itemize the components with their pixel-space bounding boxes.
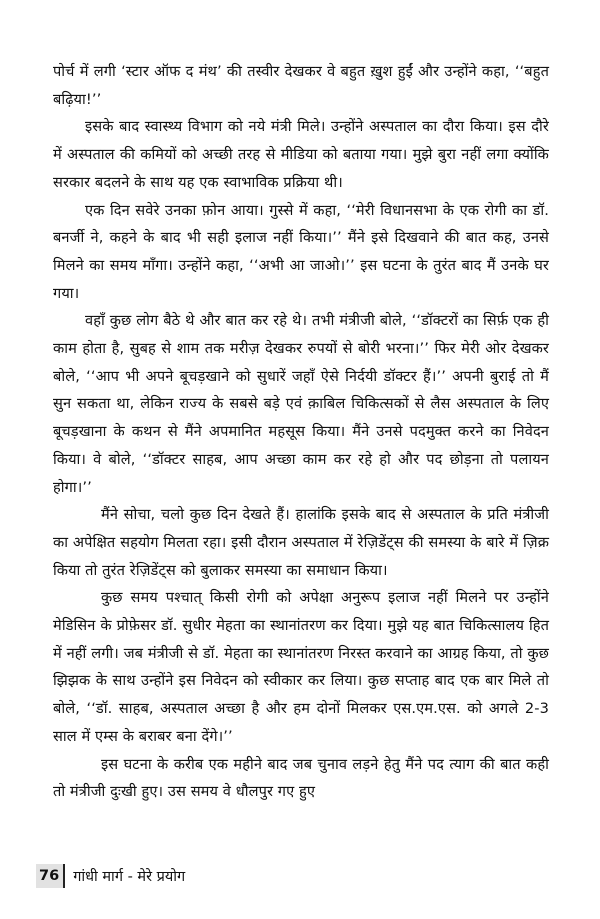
paragraph: मैंने सोचा, चलो कुछ दिन देखते हैं। हालांकि इसके बाद से अस्पताल के प्रति मंत्रीजी का अपेक्षित सहयोग मिलता रहा। इसी दौरान अस्पताल में रेज़िडेंट्स की समस्या के बारे में ज़िक्र किया तो तुरंत रेज़िडेंट्स को बुलाकर समस्या का समाधान किया। [53,506,549,579]
paragraph: इसके बाद स्वास्थ्य विभाग को नये मंत्री मिले। उन्होंने अस्पताल का दौरा किया। इस दौरे में अस्पताल की कमियों को अच्छी तरह से मीडिया को बताया गया। मुझे बुरा नहीं लगा क्योंकि सरकार बदलने के साथ यह एक स्वाभाविक प्रक्रिया थी। [53,118,549,191]
paragraph: एक दिन सवेरे उनका फ़ोन आया। गुस्से में कहा, ‘‘मेरी विधानसभा के एक रोगी का डॉ. बनर्जी ने, कहने के बाद भी सही इलाज नहीं किया।’’ मैंने इसे दिखवाने की बात कह, उनसे मिलने का समय माँगा। उन्होंने कहा, ‘‘अभी आ जाओ।’’ इस घटना के तुरंत बाद मैं उनके घर गया। [53,201,549,302]
page-number: 76 [36,864,65,888]
page-footer [36,863,185,889]
page-body [53,58,549,858]
paragraph: इस घटना के करीब एक महीने बाद जब चुनाव लड़ने हेतु मैंने पद त्याग की बात कही तो मंत्रीजी दुःखी हुए। उस समय वे धौलपुर गए हुए [53,755,549,801]
paragraph: वहाँ कुछ लोग बैठे थे और बात कर रहे थे। तभी मंत्रीजी बोले, ‘‘डॉक्टरों का सिर्फ़ एक ही काम होता है, सुबह से शाम तक मरीज़ देखकर रुपयों से बोरी भरना।’’ फिर मेरी ओर देखकर बोले, ‘‘आप भी अपने बूचड़खाने को सुधारें जहाँ ऐसे निर्दयी डॉक्टर हैं।’’ अपनी बुराई तो मैं सुन सकता था, लेकिन राज्य के सबसे बड़े एवं क़ाबिल चिकित्सकों से लैस अस्पताल के लिए बूचड़खाना के कथन से मैंने अपमानित महसूस किया। मैंने उनसे पदमुक्त करने का निवेदन किया। वे बोले, ‘‘डॉक्टर साहब, आप अच्छा काम कर रहे हो और पद छोड़ना तो पलायन होगा।’’ [53,312,549,496]
book-title: गांधी मार्ग - मेरे प्रयोग [73,869,186,885]
paragraph: कुछ समय पश्चात् किसी रोगी को अपेक्षा अनुरूप इलाज नहीं मिलने पर उन्होंने मेडिसिन के प्रोफ़ेसर डॉ. सुधीर मेहता का स्थानांतरण कर दिया। मुझे यह बात चिकित्सालय हित में नहीं लगी। जब मंत्रीजी से डॉ. मेहता का स्थानांतरण निरस्त करवाने का आग्रह किया, तो कुछ झिझक के साथ उन्होंने इस निवेदन को स्वीकार कर लिया। कुछ सप्ताह बाद एक बार मिले तो बोले, ‘‘डॉ. साहब, अस्पताल अच्छा है और हम दोनों मिलकर एस.एम.एस. को अगले 2-3 साल में एम्स के बराबर बना देंगे।’’ [53,589,549,745]
paragraph: पोर्च में लगी ‘स्टार ऑफ द मंथ’ की तस्वीर देखकर वे बहुत ख़ुश हुईं और उन्होंने कहा, ‘‘बहुत बढ़िया!’’ [53,63,549,108]
